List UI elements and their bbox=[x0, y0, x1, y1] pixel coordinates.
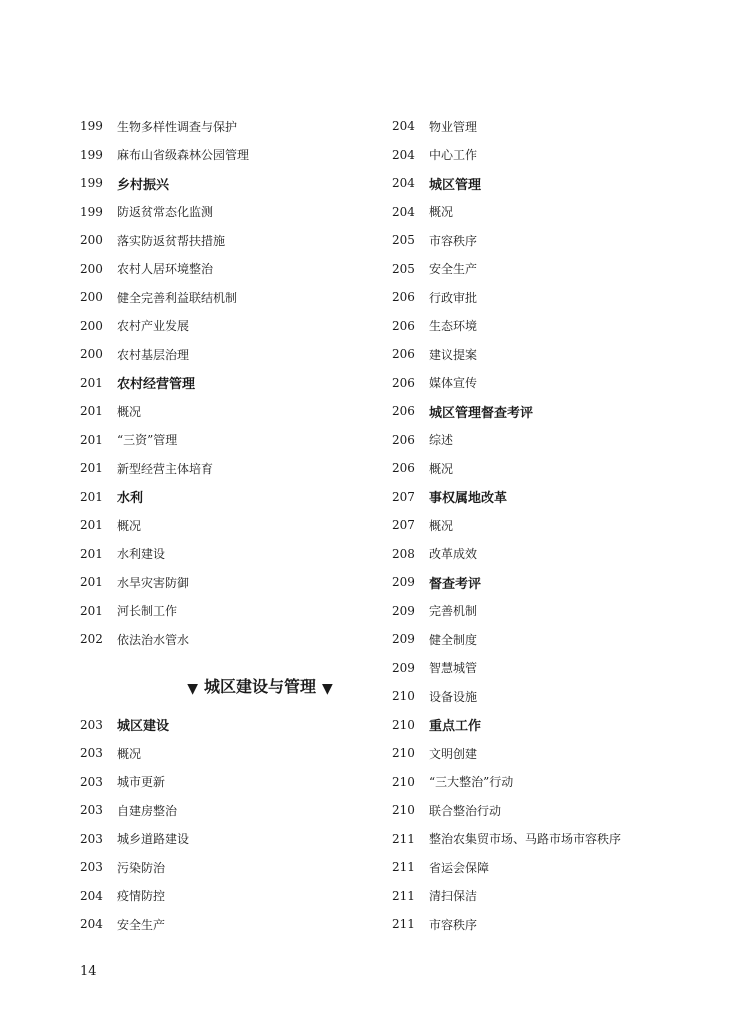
toc-entry bbox=[392, 340, 732, 369]
toc-entry-title: 自建房整治 bbox=[117, 803, 178, 818]
toc-heading bbox=[392, 483, 732, 512]
toc-page-number: 209 bbox=[392, 660, 415, 675]
toc-entry-title: 物业管理 bbox=[429, 119, 478, 134]
toc-heading bbox=[392, 711, 732, 740]
toc-entry-title: 水旱灾害防御 bbox=[117, 575, 190, 590]
toc-page-number: 210 bbox=[392, 774, 415, 789]
toc-page-number: 210 bbox=[392, 689, 415, 704]
toc-page-number: 199 bbox=[80, 204, 103, 219]
triangle-down-icon: ▼ bbox=[187, 680, 198, 697]
toc-entry bbox=[392, 597, 732, 626]
toc-entry-title: 概况 bbox=[429, 518, 454, 533]
toc-entry bbox=[80, 198, 420, 227]
toc-entry bbox=[80, 454, 420, 483]
toc-page-number: 211 bbox=[392, 917, 415, 932]
toc-entry-title: 落实防返贫帮扶措施 bbox=[117, 233, 226, 248]
toc-page-number: 201 bbox=[80, 489, 103, 504]
toc-page-number: 203 bbox=[80, 746, 103, 761]
toc-entry-title: 乡村振兴 bbox=[117, 177, 170, 193]
toc-page-number: 199 bbox=[80, 176, 103, 191]
toc-entry-title: 概况 bbox=[429, 461, 454, 476]
toc-entry bbox=[80, 112, 420, 141]
toc-page-number: 201 bbox=[80, 546, 103, 561]
toc-entry-title: 文明创建 bbox=[429, 746, 478, 761]
toc-page-number: 201 bbox=[80, 461, 103, 476]
toc-entry-title: 综述 bbox=[429, 433, 454, 448]
toc-page-number: 206 bbox=[392, 318, 415, 333]
toc-page-number: 200 bbox=[80, 290, 103, 305]
toc-entry bbox=[80, 340, 420, 369]
toc-entry bbox=[80, 910, 420, 939]
toc-page-number: 200 bbox=[80, 318, 103, 333]
toc-entry bbox=[392, 882, 732, 911]
toc-page-number: 210 bbox=[392, 746, 415, 761]
toc-page-number: 200 bbox=[80, 347, 103, 362]
toc-entry bbox=[80, 882, 420, 911]
toc-entry-title: 行政审批 bbox=[429, 290, 478, 305]
toc-page-number: 209 bbox=[392, 575, 415, 590]
toc-page-number: 203 bbox=[80, 774, 103, 789]
toc-entry-title: 重点工作 bbox=[429, 719, 482, 735]
toc-left-list bbox=[80, 112, 420, 654]
toc-entry-title: 事权属地改革 bbox=[429, 491, 508, 507]
toc-page-number: 205 bbox=[392, 261, 415, 276]
toc-heading bbox=[80, 369, 420, 398]
toc-page-number: 203 bbox=[80, 717, 103, 732]
toc-entry-title: 农村基层治理 bbox=[117, 347, 190, 362]
toc-page-number: 209 bbox=[392, 603, 415, 618]
toc-entry-title: 城市更新 bbox=[117, 775, 166, 790]
toc-entry bbox=[80, 768, 420, 797]
toc-entry-title: 农村经营管理 bbox=[117, 377, 196, 393]
toc-page-number: 208 bbox=[392, 546, 415, 561]
toc-page-number: 203 bbox=[80, 860, 103, 875]
toc-entry bbox=[80, 597, 420, 626]
toc-entry bbox=[80, 283, 420, 312]
toc-entry bbox=[392, 369, 732, 398]
toc-entry-title: 健全制度 bbox=[429, 632, 478, 647]
toc-entry bbox=[392, 682, 732, 711]
toc-page-number: 201 bbox=[80, 375, 103, 390]
toc-entry-title: 建议提案 bbox=[429, 347, 478, 362]
toc-page-number: 210 bbox=[392, 803, 415, 818]
toc-entry-title: 督查考评 bbox=[429, 576, 482, 592]
toc-entry bbox=[392, 511, 732, 540]
toc-page-number: 204 bbox=[80, 917, 103, 932]
toc-entry-title: 安全生产 bbox=[117, 917, 166, 932]
toc-page-number: 206 bbox=[392, 432, 415, 447]
toc-entry bbox=[80, 540, 420, 569]
toc-entry-title: 城区管理 bbox=[429, 177, 482, 193]
toc-page-number: 204 bbox=[392, 119, 415, 134]
toc-page-number: 200 bbox=[80, 233, 103, 248]
toc-page-number: 205 bbox=[392, 233, 415, 248]
toc-entry-title: 生物多样性调查与保护 bbox=[117, 119, 238, 134]
toc-entry-title: 完善机制 bbox=[429, 604, 478, 619]
toc-heading bbox=[392, 568, 732, 597]
toc-entry-title: 城区管理督查考评 bbox=[429, 405, 534, 421]
toc-entry-title: 城区建设 bbox=[117, 719, 170, 735]
toc-entry bbox=[392, 255, 732, 284]
toc-heading bbox=[392, 169, 732, 198]
toc-page-number: 202 bbox=[80, 632, 103, 647]
toc-entry bbox=[392, 796, 732, 825]
toc-entry-title: 清扫保洁 bbox=[429, 889, 478, 904]
toc-entry-title: 麻布山省级森林公园管理 bbox=[117, 148, 250, 163]
toc-entry-title: 市容秩序 bbox=[429, 233, 478, 248]
toc-entry-title: “三资”管理 bbox=[117, 433, 178, 448]
toc-left-list-after-section bbox=[80, 711, 420, 939]
toc-entry bbox=[392, 825, 732, 854]
toc-page-number: 199 bbox=[80, 119, 103, 134]
toc-entry bbox=[80, 397, 420, 426]
toc-page-number: 204 bbox=[392, 176, 415, 191]
toc-entry bbox=[392, 198, 732, 227]
toc-page-number: 201 bbox=[80, 518, 103, 533]
toc-entry-title: 水利 bbox=[117, 491, 144, 507]
toc-page-number: 204 bbox=[80, 888, 103, 903]
toc-entry bbox=[80, 739, 420, 768]
toc-page-number: 204 bbox=[392, 147, 415, 162]
toc-page-number: 206 bbox=[392, 404, 415, 419]
toc-page-number: 210 bbox=[392, 717, 415, 732]
toc-entry bbox=[80, 825, 420, 854]
toc-heading bbox=[80, 169, 420, 198]
toc-page-number: 201 bbox=[80, 603, 103, 618]
section-title bbox=[100, 654, 420, 711]
toc-entry bbox=[392, 454, 732, 483]
toc-page-number: 211 bbox=[392, 831, 415, 846]
toc-entry-title: 新型经营主体培育 bbox=[117, 461, 214, 476]
toc-entry bbox=[392, 625, 732, 654]
toc-page-number: 201 bbox=[80, 432, 103, 447]
toc-entry bbox=[80, 255, 420, 284]
toc-page-number: 203 bbox=[80, 831, 103, 846]
toc-entry bbox=[392, 654, 732, 683]
toc-entry bbox=[392, 853, 732, 882]
toc-entry bbox=[392, 540, 732, 569]
toc-heading bbox=[80, 483, 420, 512]
toc-entry-title: 防返贫常态化监测 bbox=[117, 205, 214, 220]
toc-page-number: 199 bbox=[80, 147, 103, 162]
toc-entry-title: 健全完善利益联结机制 bbox=[117, 290, 238, 305]
toc-entry-title: 省运会保障 bbox=[429, 860, 490, 875]
toc-entry-title: 依法治水管水 bbox=[117, 632, 190, 647]
toc-page-number: 211 bbox=[392, 860, 415, 875]
toc-entry bbox=[392, 426, 732, 455]
section-title-text: 城区建设与管理 bbox=[203, 676, 316, 696]
toc-entry-title: 中心工作 bbox=[429, 148, 478, 163]
toc-entry-title: 城乡道路建设 bbox=[117, 832, 190, 847]
toc-entry-title: 设备设施 bbox=[429, 689, 478, 704]
toc-page-number: 204 bbox=[392, 204, 415, 219]
toc-entry bbox=[80, 511, 420, 540]
toc-page-number: 201 bbox=[80, 575, 103, 590]
toc-entry-title: 水利建设 bbox=[117, 547, 166, 562]
toc-entry-title: 农村人居环境整治 bbox=[117, 262, 214, 277]
toc-right-list bbox=[392, 112, 732, 939]
toc-entry bbox=[392, 312, 732, 341]
toc-left-column bbox=[80, 112, 420, 939]
toc-entry-title: 疫情防控 bbox=[117, 889, 166, 904]
toc-heading bbox=[392, 397, 732, 426]
toc-entry-title: 概况 bbox=[117, 746, 142, 761]
toc-page-number: 209 bbox=[392, 632, 415, 647]
toc-entry bbox=[392, 283, 732, 312]
toc-entry-title: 河长制工作 bbox=[117, 604, 178, 619]
toc-page-number: 211 bbox=[392, 888, 415, 903]
toc-entry bbox=[80, 853, 420, 882]
toc-entry bbox=[392, 739, 732, 768]
toc-entry bbox=[80, 426, 420, 455]
toc-entry-title: 安全生产 bbox=[429, 262, 478, 277]
toc-entry bbox=[80, 312, 420, 341]
toc-entry bbox=[392, 768, 732, 797]
toc-entry bbox=[392, 226, 732, 255]
toc-page-number: 200 bbox=[80, 261, 103, 276]
toc-right-column bbox=[392, 112, 732, 939]
toc-page-number: 207 bbox=[392, 489, 415, 504]
toc-entry-title: 污染防治 bbox=[117, 860, 166, 875]
toc-entry-title: “三大整治”行动 bbox=[429, 775, 514, 790]
toc-entry-title: 联合整治行动 bbox=[429, 803, 502, 818]
toc-page-number: 207 bbox=[392, 518, 415, 533]
toc-entry-title: 概况 bbox=[117, 518, 142, 533]
toc-entry bbox=[80, 141, 420, 170]
toc-entry-title: 农村产业发展 bbox=[117, 319, 190, 334]
toc-entry-title: 概况 bbox=[429, 205, 454, 220]
toc-entry-title: 生态环境 bbox=[429, 319, 478, 334]
page-number: 14 bbox=[80, 964, 97, 979]
triangle-down-icon: ▼ bbox=[322, 680, 333, 697]
toc-entry-title: 概况 bbox=[117, 404, 142, 419]
toc-entry bbox=[80, 796, 420, 825]
toc-entry-title: 改革成效 bbox=[429, 547, 478, 562]
toc-entry bbox=[392, 112, 732, 141]
toc-page-number: 201 bbox=[80, 404, 103, 419]
toc-page-number: 206 bbox=[392, 347, 415, 362]
toc-heading bbox=[80, 711, 420, 740]
toc-entry bbox=[392, 141, 732, 170]
toc-entry bbox=[80, 226, 420, 255]
toc-page-number: 206 bbox=[392, 461, 415, 476]
toc-entry bbox=[80, 625, 420, 654]
toc-entry bbox=[392, 910, 732, 939]
toc-entry-title: 整治农集贸市场、马路市场市容秩序 bbox=[429, 832, 622, 847]
toc-entry-title: 市容秩序 bbox=[429, 917, 478, 932]
toc-page-number: 206 bbox=[392, 375, 415, 390]
toc-entry-title: 智慧城管 bbox=[429, 661, 478, 676]
toc-entry bbox=[80, 568, 420, 597]
toc-entry-title: 媒体宣传 bbox=[429, 376, 478, 391]
toc-page-number: 206 bbox=[392, 290, 415, 305]
toc-page-number: 203 bbox=[80, 803, 103, 818]
